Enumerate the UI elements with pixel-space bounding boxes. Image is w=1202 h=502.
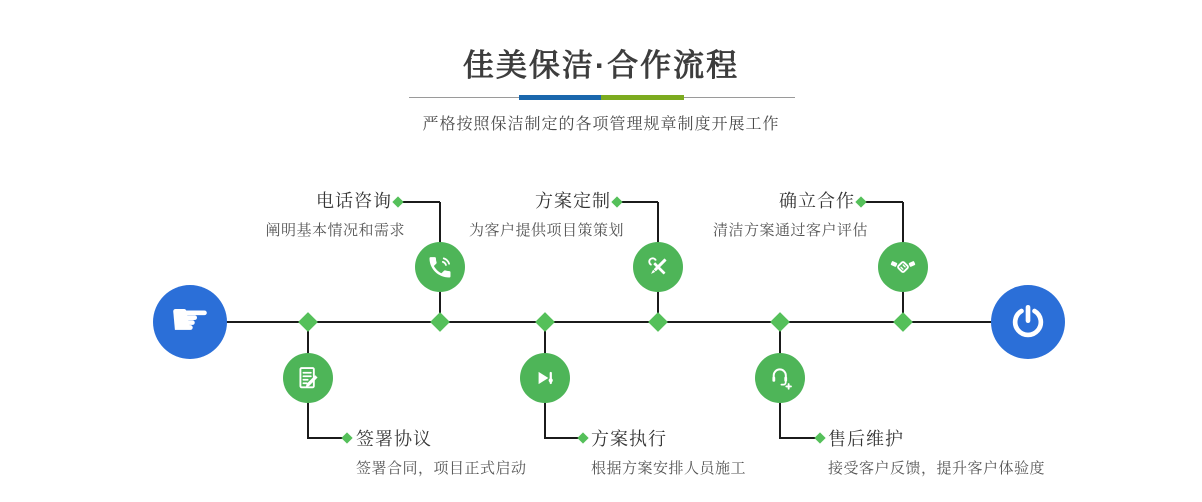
label-connector-top-2: [621, 201, 658, 203]
step-title: 方案执行: [591, 429, 667, 449]
junction-diamond: [430, 312, 450, 332]
headset-plus-icon: [766, 364, 794, 392]
step-node-execute: [520, 353, 570, 403]
step-desc: 根据方案安排人员施工: [591, 460, 747, 477]
label-connector-top-3: [865, 201, 903, 203]
timeline-end-node: [991, 285, 1065, 359]
power-icon: [1008, 302, 1048, 342]
junction-diamond: [648, 312, 668, 332]
divider-accent-blue: [519, 95, 601, 100]
junction-diamond: [535, 312, 555, 332]
play-execute-icon: [531, 364, 559, 392]
step-label-execution: [591, 425, 746, 478]
step-label-phone: [265, 187, 405, 240]
step-node-design: [633, 242, 683, 292]
step-label-agreement: [356, 425, 527, 478]
step-node-phone: [415, 242, 465, 292]
label-diamond: [814, 432, 825, 443]
step-desc: 接受客户反馈，提升客户体验度: [828, 460, 1046, 477]
step-desc: 清洁方案通过客户评估: [712, 222, 868, 239]
step-title: 签署协议: [356, 429, 432, 449]
label-diamond: [341, 432, 352, 443]
step-title: 售后维护: [828, 429, 904, 449]
step-node-contract: [283, 353, 333, 403]
junction-diamond: [770, 312, 790, 332]
step-label-design: [469, 187, 624, 240]
junction-diamond: [298, 312, 318, 332]
label-connector-bottom-2: [544, 437, 581, 439]
design-tools-icon: [644, 253, 672, 281]
contract-pen-icon: [294, 364, 322, 392]
label-connector-bottom-3: [779, 437, 818, 439]
pointing-hand-icon: ☛: [169, 293, 211, 345]
junction-diamond: [893, 312, 913, 332]
phone-icon: [426, 253, 454, 281]
label-connector-top-1: [402, 201, 440, 203]
step-label-cooperation: [713, 187, 868, 240]
step-node-aftersales: [755, 353, 805, 403]
divider-accent-green: [601, 95, 684, 100]
step-node-handshake: [878, 242, 928, 292]
page-subtitle: 严格按照保洁制定的各项管理规章制度开展工作: [422, 116, 780, 133]
step-desc: 阐明基本情况和需求: [265, 222, 405, 239]
label-connector-bottom-1: [307, 437, 345, 439]
label-diamond: [577, 432, 588, 443]
step-desc: 为客户提供项目策策划: [468, 222, 624, 239]
handshake-icon: [889, 253, 917, 281]
timeline-start-node: [153, 285, 227, 359]
step-title: 确立合作: [779, 191, 855, 211]
step-title: 电话咨询: [316, 191, 392, 211]
step-desc: 签署合同，项目正式启动: [356, 460, 527, 477]
page-title: 佳美保洁·合作流程: [462, 48, 740, 83]
step-label-maintenance: [828, 425, 1045, 478]
step-title: 方案定制: [535, 191, 611, 211]
